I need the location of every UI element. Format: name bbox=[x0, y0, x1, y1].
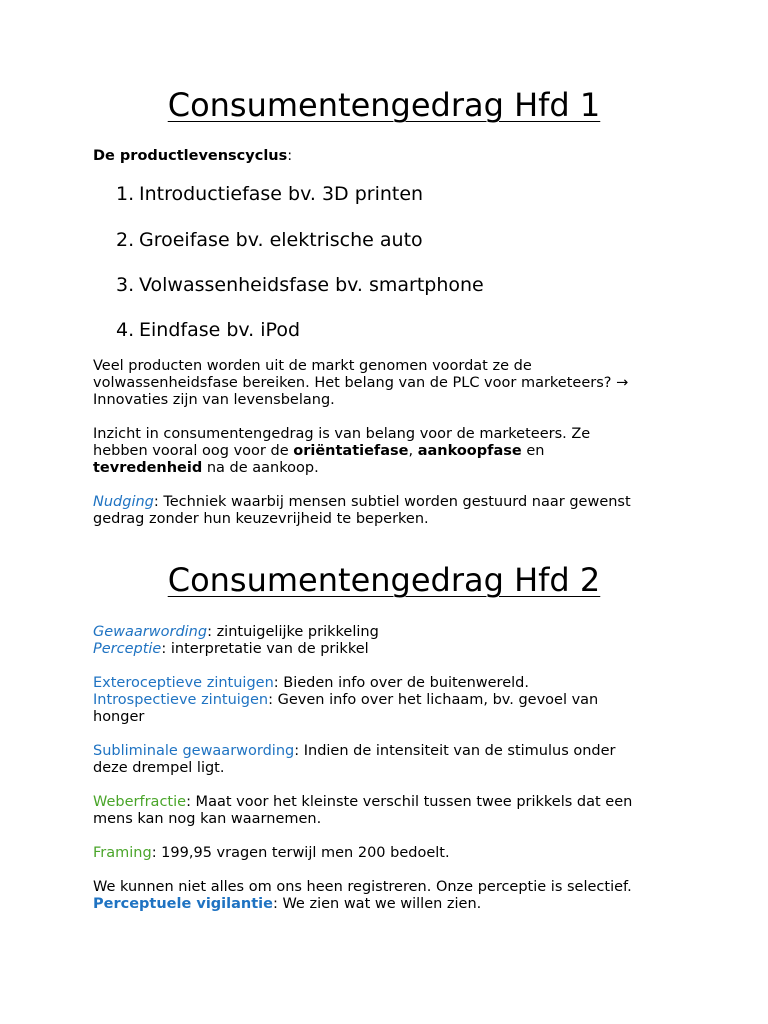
paragraph-weber bbox=[93, 794, 693, 828]
paragraph-subliminaal bbox=[93, 743, 693, 777]
subliminaal-def-line-2: deze drempel ligt. bbox=[93, 760, 225, 776]
plc-text-line-1: Veel producten worden uit de markt genomen voordat ze de bbox=[93, 358, 532, 374]
weber-def: : Maat voor het kleinste verschil tussen twee prikkels dat een bbox=[186, 794, 633, 810]
nudging-def: : Techniek waarbij mensen subtiel worden gestuurd naar gewenst bbox=[153, 494, 631, 510]
extero-def: : Bieden info over de buitenwereld. bbox=[273, 675, 529, 691]
term-framing: Framing bbox=[93, 845, 152, 861]
framing-def: : 199,95 vragen terwijl men 200 bedoelt. bbox=[151, 845, 450, 861]
term-perceptie: Perceptie bbox=[93, 641, 162, 657]
list-text: Groeifase bv. elektrische auto bbox=[139, 229, 423, 251]
term-aankoopfase: aankoopfase bbox=[417, 443, 522, 459]
inzicht-pre: hebben vooral oog voor de bbox=[93, 443, 294, 459]
plc-label-line bbox=[93, 148, 693, 165]
list-item bbox=[116, 229, 423, 251]
paragraph-selectief bbox=[93, 879, 693, 913]
inzicht-line-1: Inzicht in consumentengedrag is van belang voor de marketeers. Ze bbox=[93, 426, 591, 442]
list-text: Eindfase bv. iPod bbox=[139, 319, 300, 341]
selectief-line-1: We kunnen niet alles om ons heen registreren. Onze perceptie is selectief. bbox=[93, 879, 632, 895]
plc-text-line-2: volwassenheidsfase bereiken. Het belang van de PLC voor marketeers? → bbox=[93, 375, 629, 391]
list-number: 4. bbox=[116, 319, 135, 341]
term-tevredenheid: tevredenheid bbox=[93, 460, 203, 476]
term-introspectieve: Introspectieve zintuigen bbox=[93, 692, 269, 708]
subliminaal-def: : Indien de intensiteit van de stimulus onder bbox=[294, 743, 616, 759]
perceptie-def: : interpretatie van de prikkel bbox=[161, 641, 369, 657]
intro-def: : Geven info over het lichaam, bv. gevoel van bbox=[268, 692, 599, 708]
plc-colon: : bbox=[287, 148, 293, 164]
inzicht-sep-2: en bbox=[521, 443, 545, 459]
plc-label: De productlevenscyclus bbox=[93, 148, 288, 164]
heading-hfd-2: Consumentengedrag Hfd 2 bbox=[167, 561, 601, 599]
term-nudging: Nudging bbox=[93, 494, 154, 510]
list-item bbox=[116, 319, 300, 341]
term-orientatiefase: oriëntatiefase bbox=[293, 443, 409, 459]
term-gewaarwording: Gewaarwording bbox=[93, 624, 208, 640]
weber-def-line-2: mens kan nog kan waarnemen. bbox=[93, 811, 322, 827]
term-perceptuele-vigilantie: Perceptuele vigilantie bbox=[93, 896, 273, 912]
paragraph-gewaarwording bbox=[93, 624, 693, 658]
vigilantie-def: : We zien wat we willen zien. bbox=[272, 896, 482, 912]
inzicht-post: na de aankoop. bbox=[202, 460, 319, 476]
paragraph-framing bbox=[93, 845, 693, 862]
heading-hfd-1: Consumentengedrag Hfd 1 bbox=[167, 86, 601, 124]
list-number: 3. bbox=[116, 274, 135, 296]
paragraph-zintuigen bbox=[93, 675, 693, 726]
term-subliminale: Subliminale gewaarwording bbox=[93, 743, 295, 759]
paragraph-nudging bbox=[93, 494, 693, 528]
list-number: 1. bbox=[116, 183, 135, 205]
paragraph-plc bbox=[93, 358, 693, 409]
list-item bbox=[116, 183, 423, 205]
nudging-def-line-2: gedrag zonder hun keuzevrijheid te beperken. bbox=[93, 511, 429, 527]
plc-text-line-3: Innovaties zijn van levensbelang. bbox=[93, 392, 335, 408]
list-item bbox=[116, 274, 484, 296]
term-exteroceptieve: Exteroceptieve zintuigen bbox=[93, 675, 274, 691]
list-text: Volwassenheidsfase bv. smartphone bbox=[139, 274, 484, 296]
list-text: Introductiefase bv. 3D printen bbox=[139, 183, 424, 205]
list-number: 2. bbox=[116, 229, 135, 251]
paragraph-inzicht bbox=[93, 426, 693, 477]
gewaarwording-def: : zintuigelijke prikkeling bbox=[207, 624, 379, 640]
intro-def-line-2: honger bbox=[93, 709, 145, 725]
term-weberfractie: Weberfractie bbox=[93, 794, 187, 810]
inzicht-sep-1: , bbox=[408, 443, 418, 459]
